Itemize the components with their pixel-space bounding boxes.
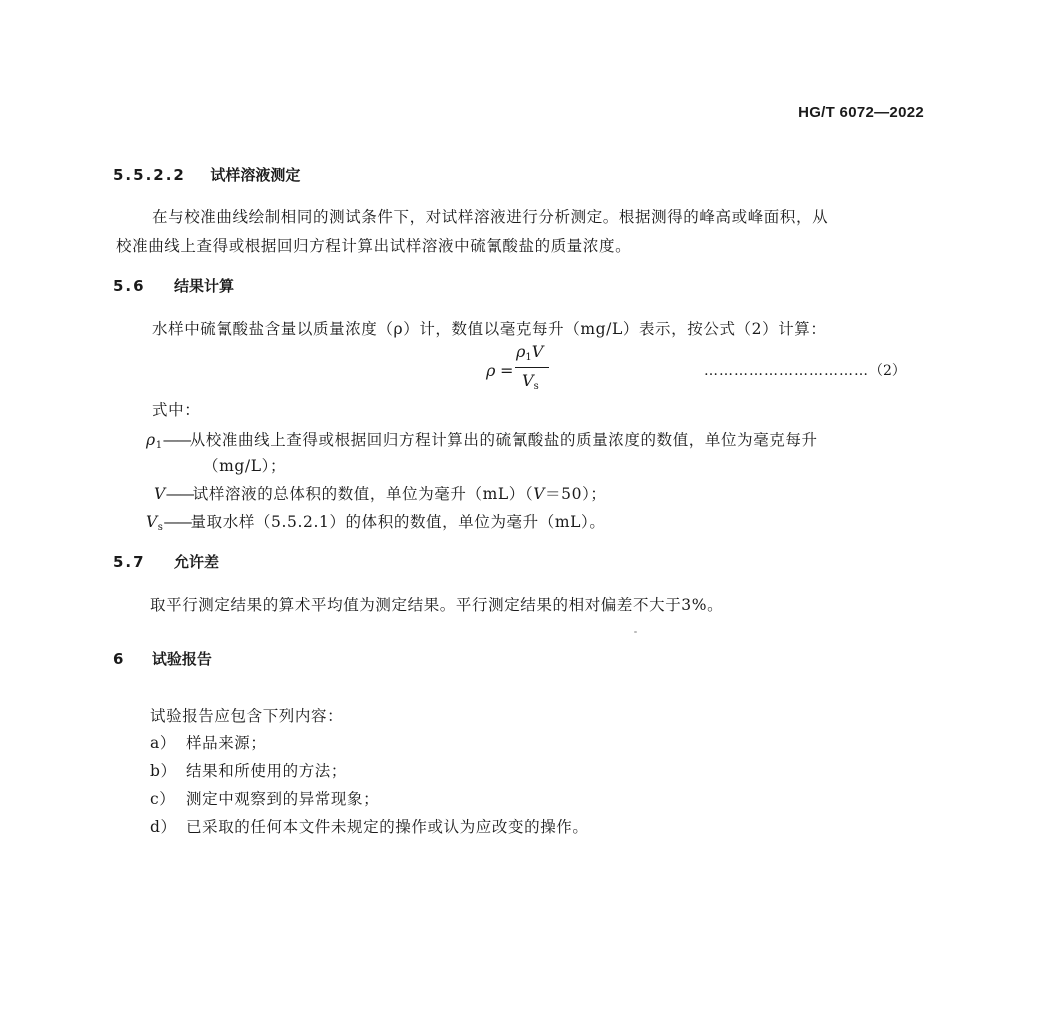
section-number: 5.7 — [113, 553, 146, 571]
paragraph-line: 校准曲线上查得或根据回归方程计算出试样溶液中硫氰酸盐的质量浓度。 — [116, 237, 632, 255]
definition-rho1: $\rho_1——$从校准曲线上查得或根据回归方程计算出的硫氰酸盐的质量浓度的数值，单位为毫克每升 — [146, 431, 818, 451]
section-title: 结果计算 — [174, 277, 235, 295]
section-title: 允许差 — [174, 553, 220, 571]
section-number: 6 — [113, 650, 126, 668]
list-text: 测定中观察到的异常现象； — [186, 790, 380, 808]
definition-v: V——试样溶液的总体积的数值，单位为毫升（mL）（V＝50）； — [154, 485, 607, 503]
list-text: 结果和所使用的方法； — [186, 762, 348, 780]
formula-equals: = — [500, 361, 514, 380]
symbol: ρ — [146, 431, 156, 449]
definition-vs: $V_s——$量取水样（5.5.2.1）的体积的数值，单位为毫升（mL）。 — [146, 513, 606, 533]
standard-code: HG/T 6072—2022 — [798, 104, 924, 121]
heading-6 — [113, 648, 212, 669]
list-item — [150, 759, 347, 781]
section-number: 5.5.2.2 — [113, 166, 186, 184]
formula-number: （2） — [869, 363, 906, 379]
formula-numerator: $\rho_1V$ — [516, 342, 544, 363]
list-marker: a） — [150, 734, 176, 752]
report-intro: 试验报告应包含下列内容： — [150, 707, 344, 725]
list-item — [150, 787, 379, 809]
calculation-intro: 水样中硫氰酸盐含量以质量浓度（ρ）计，数值以毫克每升（mg/L）表示，按公式（2）计算： — [152, 320, 827, 338]
list-marker: d） — [150, 818, 177, 836]
tolerance-paragraph: 取平行测定结果的算术平均值为测定结果。平行测定结果的相对偏差不大于3%。 — [150, 596, 724, 614]
definition-dash: —— — [165, 485, 193, 503]
list-item — [150, 815, 589, 837]
heading-5-6 — [113, 275, 234, 296]
section-number: 5.6 — [113, 277, 146, 295]
section-title: 试样溶液测定 — [210, 166, 301, 184]
list-item — [150, 731, 267, 753]
formula-denominator: $V_s$ — [522, 371, 539, 392]
definition-dash: —— — [163, 513, 191, 531]
list-text: 已采取的任何本文件未规定的操作或认为应改变的操作。 — [186, 818, 589, 836]
fraction-bar — [515, 367, 549, 368]
definition-dash: —— — [162, 431, 190, 449]
formula-lhs: ρ — [486, 361, 496, 380]
list-marker: b） — [150, 762, 177, 780]
heading-5-5-2-2 — [113, 164, 300, 185]
section-title: 试验报告 — [151, 650, 212, 668]
symbol: V — [154, 485, 166, 503]
formula-leader-dots: ……………………………（2） — [704, 363, 906, 379]
scan-speck — [634, 631, 637, 633]
definition-text: 量取水样（5.5.2.1）的体积的数值，单位为毫升（mL）。 — [190, 513, 606, 531]
heading-5-7 — [113, 551, 219, 572]
list-text: 样品来源； — [186, 734, 267, 752]
list-marker: c） — [150, 790, 176, 808]
definition-text: 从校准曲线上查得或根据回归方程计算出的硫氰酸盐的质量浓度的数值，单位为毫克每升 — [189, 431, 818, 449]
symbol: V — [146, 513, 158, 531]
paragraph-line: 在与校准曲线绘制相同的测试条件下，对试样溶液进行分析测定。根据测得的峰高或峰面积，从 — [152, 208, 829, 226]
where-label: 式中： — [152, 401, 201, 419]
definition-continuation: （mg/L）； — [203, 457, 287, 475]
